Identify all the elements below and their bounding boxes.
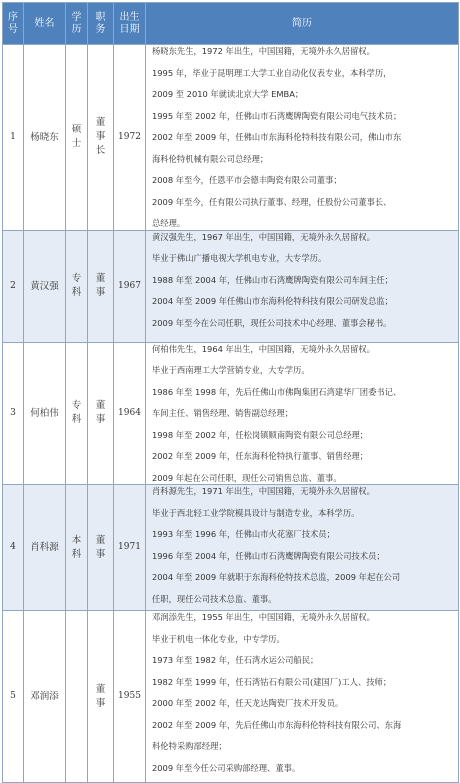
- position: 董事长: [88, 45, 114, 231]
- resume-line: 总经理。: [152, 218, 186, 228]
- person-name: 邓润添: [24, 611, 66, 783]
- education: 本科: [66, 485, 88, 611]
- resume-line: 2004 年至 2009 年就职于东海科伦特技术总监，2009 年起在公司: [152, 572, 401, 582]
- director-resume-table: [2, 2, 459, 783]
- resume-line: 2009 年至今在公司任职，现任公司技术中心经理、董事会秘书。: [152, 317, 392, 328]
- header-name: 姓名: [24, 3, 66, 45]
- education: 专科: [66, 342, 88, 485]
- position: 董事: [88, 611, 114, 783]
- resume-line: 2002 年至 2009 年，先后任佛山市东海科伦特科技有限公司、东海: [152, 719, 402, 730]
- resume-line: 1973 年至 1982 年，任石湾水运公司船民；: [152, 655, 319, 665]
- resume-line: 2000 年至 2002 年，任天龙达陶瓷厂技术开发员。: [152, 698, 344, 708]
- table-row: [3, 485, 459, 611]
- resume-line: 2008 年至今，任恩平市会德丰陶瓷有限公司董事；: [152, 175, 342, 185]
- resume-line: 1995 年，毕业于昆明理工大学工业自动化仪表专业，本科学历，: [152, 67, 392, 78]
- resume-line: 黄汉强先生，1967 年出生，中国国籍，无境外永久居留权。: [152, 231, 375, 242]
- resume-line: 肖科源先生，1971 年出生，中国国籍，无境外永久居留权。: [152, 486, 375, 496]
- birth-year: 1964: [114, 342, 146, 485]
- education: 专科: [66, 230, 88, 342]
- position: 董事: [88, 342, 114, 485]
- resume-line: 1998 年至 2002 年，任松岗镇顺南陶瓷有限公司总经理；: [152, 429, 369, 440]
- resume-line: 1982 年至 1999 年，任石湾钴石有限公司(建国厂)工人、技师；: [152, 676, 392, 687]
- header-resume: 简历: [146, 3, 459, 45]
- person-name: 杨晓东: [24, 45, 66, 231]
- resume-line: 邓润添先生，1955 年出生，中国国籍，无境外永久居留权。: [152, 612, 375, 622]
- row-number: 1: [3, 45, 24, 231]
- resume-cell: [146, 611, 459, 783]
- table-row: [3, 342, 459, 485]
- resume-line: 1993 年至 1996 年，任佛山市火花塞厂技术员；: [152, 529, 335, 539]
- table-row: [3, 230, 459, 342]
- resume-line: 毕业于西北轻工业学院模具设计与制造专业，本科学历。: [152, 507, 360, 518]
- header-no: 序号: [3, 3, 24, 45]
- resume-line: 1986 年至 1998 年，先后任佛山市佛陶集团石湾建华厂团委书记、: [152, 386, 402, 397]
- position: 董事: [88, 230, 114, 342]
- resume-line: 何柏伟先生，1964 年出生，中国国籍，无境外永久居留权。: [152, 343, 375, 354]
- resume-line: 毕业于西南理工大学营销专业，大专学历。: [152, 365, 310, 375]
- person-name: 何柏伟: [24, 342, 66, 485]
- row-number: 3: [3, 342, 24, 485]
- resume-line: 车间主任、销售经理、销售副总经理；: [152, 408, 294, 418]
- resume-cell: [146, 342, 459, 485]
- person-name: 肖科源: [24, 485, 66, 611]
- position: 董事: [88, 485, 114, 611]
- resume-line: 杨晓东先生，1972 年出生，中国国籍，无境外永久居留权。: [152, 46, 375, 56]
- resume-line: 任职，现任公司技术总监、董事。: [152, 593, 277, 604]
- birth-year: 1972: [114, 45, 146, 231]
- resume-cell: [146, 485, 459, 611]
- resume-line: 1996 年至 2004 年，任佛山市石湾鹰牌陶瓷有限公司技术员；: [152, 550, 385, 561]
- resume-line: 2009 年至今任公司采购部经理、董事。: [152, 762, 301, 773]
- table-row: [3, 611, 459, 783]
- table-row: [3, 45, 459, 231]
- header-education: 学历: [66, 3, 88, 45]
- resume-line: 2002 年至 2009 年，任佛山市东海科伦特科技有限公司，佛山市东: [152, 132, 402, 142]
- resume-line: 毕业于佛山广播电视大学机电专业，大专学历。: [152, 253, 327, 263]
- header-birth-date: 出生日期: [114, 3, 146, 45]
- resume-line: 毕业于机电一体化专业，中专学历。: [152, 633, 285, 644]
- birth-year: 1971: [114, 485, 146, 611]
- person-name: 黄汉强: [24, 230, 66, 342]
- resume-line: 2009 至 2010 年就读北京大学 EMBA；: [152, 89, 304, 99]
- header-position: 职务: [88, 3, 114, 45]
- resume-line: 2004 年至 2009 年任佛山市东海科伦特科技有限公司研发总监；: [152, 296, 393, 306]
- education: 硕士: [66, 45, 88, 231]
- row-number: 5: [3, 611, 24, 783]
- resume-cell: [146, 230, 459, 342]
- resume-line: 科伦特采购部经理；: [152, 741, 227, 751]
- row-number: 2: [3, 230, 24, 342]
- row-number: 4: [3, 485, 24, 611]
- education: [66, 611, 88, 783]
- resume-cell: [146, 45, 459, 231]
- birth-year: 1955: [114, 611, 146, 783]
- resume-line: 2009 年至今，任有限公司执行董事、经理，任股份公司董事长、: [152, 196, 392, 207]
- resume-line: 2002 年至 2009 年，任东海科伦特执行董事、销售经理；: [152, 451, 369, 461]
- birth-year: 1967: [114, 230, 146, 342]
- header-row: [3, 3, 459, 45]
- resume-line: 1988 年至 2004 年，任佛山市石湾鹰牌陶瓷有限公司车间主任；: [152, 274, 393, 285]
- resume-line: 海科伦特机械有限公司总经理；: [152, 153, 269, 164]
- resume-line: 2009 年起在公司任职，现任公司销售总监、董事。: [152, 472, 342, 483]
- resume-line: 1995 年至 2002 年，任佛山市石湾鹰牌陶瓷有限公司电气技术员；: [152, 110, 402, 121]
